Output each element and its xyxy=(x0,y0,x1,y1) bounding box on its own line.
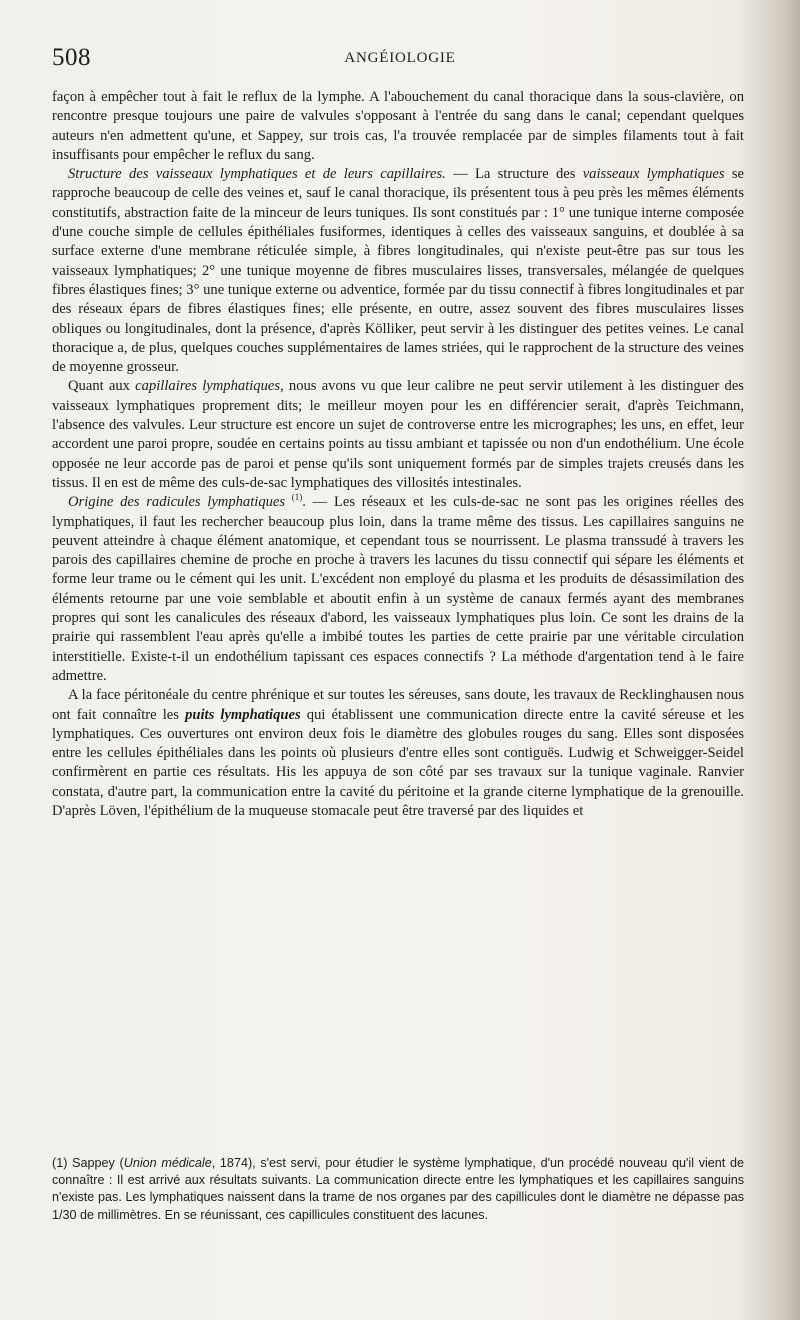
capillaires-text-b: , nous avons vu que leur calibre ne peut servir utilement à les distinguer des vaisseaux lymphatiques proprement dits; le meilleur moyen pour les en différencier serait, d'après Teichmann, l'absence des valvules. Leur structure est encore un sujet de controverse entre les micrographes; les uns, en effet, leur accordent une paroi propre, soudée en certains points au tissu ambiant et tapissée ou non d'un endothélium. Une école opposée ne leur accorde pas de paroi et pense qu'ils sont uniquement formés par de simples trajets creusés dans les tissus. Il en est de même des culs-de-sac lymphatiques des villosités intestinales. xyxy=(52,378,744,491)
footnote-reference: (1) xyxy=(291,492,303,503)
structure-emphasis: vaisseaux lymphatiques xyxy=(582,166,725,183)
paragraph-structure xyxy=(52,165,744,377)
footnote-text-a: Sappey ( xyxy=(67,1156,124,1170)
footnote xyxy=(52,1155,744,1224)
capillaires-text-a: Quant aux xyxy=(68,378,136,395)
puits-text-a: A la face péritonéale du centre phrénique et sur toutes les séreuses, sans doute, les travaux de Recklinghausen nous ont fait connaître les xyxy=(52,687,744,723)
puits-text-b: qui établissent une communication directe entre la cavité séreuse et les lymphatiques. Ces ouvertures ont environ deux fois le diamètre des globules rouges du sang. Elles sont disposées entre les cellules épithéliales dans les points où plusieurs d'entre elles sont contiguës. Ludwig et Schweigger-Seidel confirmèrent en partie ces résultats. His les appuya de son côté par ses travaux sur la tunique vaginale. Ranvier constata, d'autre part, la communication entre la cavité du péritoine et la grande citerne lymphatique de la grenouille. D'après Löven, l'épithélium de la muqueuse stomacale peut être traversé par des liquides et xyxy=(52,706,744,819)
paragraph-capillaires xyxy=(52,377,744,493)
section-title-structure: Structure des vaisseaux lymphatiques et de leurs capillaires. xyxy=(68,166,446,183)
page-number: 508 xyxy=(52,44,91,71)
footnote-mark: (1) xyxy=(52,1156,68,1170)
paragraph-origine xyxy=(52,493,744,686)
origine-text: . — Les réseaux et les culs-de-sac ne sont pas les origines réelles des lymphatiques, il faut les rechercher beaucoup plus loin, dans la trame même des tissus. Les capillaires sanguins ne peuvent atteindre à chaque élément anatomique, et cependant tous se nourrissent. Le plasma transsudé à travers les parois des capillaires chemine de proche en proche à travers les lacunes du tissu connectif qui sépare les éléments et forme leur trame ou le cément qui les unit. L'excédent non employé du plasma et les produits de désassimilation des éléments retourne par une voie semblable et aboutit enfin à un système de canaux fermés ayant des membranes propres qui sont les canalicules des réseaux d'abord, les vaisseaux lymphatiques plus loin. Ce sont les drains de la prairie qui rassemblent l'eau après qu'elle a imbibé toutes les parties de cette prairie par une véritable circulation interstitielle. Existe-t-il un endothélium tapissant ces espaces connectifs ? La méthode d'argentation tend à le faire admettre. xyxy=(52,494,744,684)
capillaires-emphasis: capillaires lymphatiques xyxy=(135,378,281,395)
section-title-origine: Origine des radicules lymphatiques xyxy=(68,494,286,511)
paragraph-reflux: façon à empêcher tout à fait le reflux de la lymphe. A l'abouchement du canal thoracique dans la sous-clavière, on rencontre presque toujours une paire de valvules s'opposant à l'entrée du sang dans le canal; cependant quelques auteurs n'en admettent qu'une, et Sappey, sur trois cas, l'a trouvée remplacée par de simples filaments tout à fait insuffisants pour empêcher le reflux du sang. xyxy=(52,89,744,163)
puits-emphasis: puits lymphatiques xyxy=(185,706,301,723)
footnote-text-b: , 1874), s'est servi, pour étudier le système lymphatique, d'un procédé nouveau qu'il vient de connaître : Il est arrivé aux résultats suivants. La communication directe entre les lymphatiques et les capillaires sanguins n'existe pas. Les lymphatiques naissent dans la trame de nos organes par des capillicules dont le diamètre ne dépasse pas 1/30 de millimètres. En se réunissant, ces capillicules constituent des lacunes. xyxy=(52,1156,744,1222)
structure-text-a: — La structure des xyxy=(445,166,583,183)
running-title: ANGÉIOLOGIE xyxy=(344,50,456,66)
page-header xyxy=(52,44,748,74)
body-text xyxy=(52,88,744,821)
footnote-emphasis: Union médicale xyxy=(123,1156,212,1170)
paragraph-puits xyxy=(52,686,744,821)
structure-text-b: se rapproche beaucoup de celle des veines et, sauf le canal thoracique, ils présentent tous à peu près les mêmes éléments constitutifs, abstraction faite de la minceur de leurs tuniques. Ils sont constitués par : 1° une tunique interne composée d'une couche simple de cellules épithéliales fusiformes, identiques à celles des vaisseaux sanguins, et doublée à sa surface externe d'une membrane réticulée simple, à fibres longitudinales, qui n'existe peut-être pas sur tous les vaisseaux lymphatiques; 2° une tunique moyenne de fibres musculaires lisses, transversales, mélangée de quelques fibres élastiques fines; 3° une tunique externe ou adventice, formée par du tissu connectif à fibres longitudinales et par des réseaux épars de fibres élastiques fines; elle présente, en outre, assez souvent des fibres musculaires lisses obliques ou longitudinales, dont la présence, d'après Kölliker, peut servir à les distinguer des petites veines. Le canal thoracique a, de plus, quelques couches supplémentaires de lames striées, qui le rapprochent de la structure des veines de moyenne grosseur. xyxy=(52,166,744,376)
